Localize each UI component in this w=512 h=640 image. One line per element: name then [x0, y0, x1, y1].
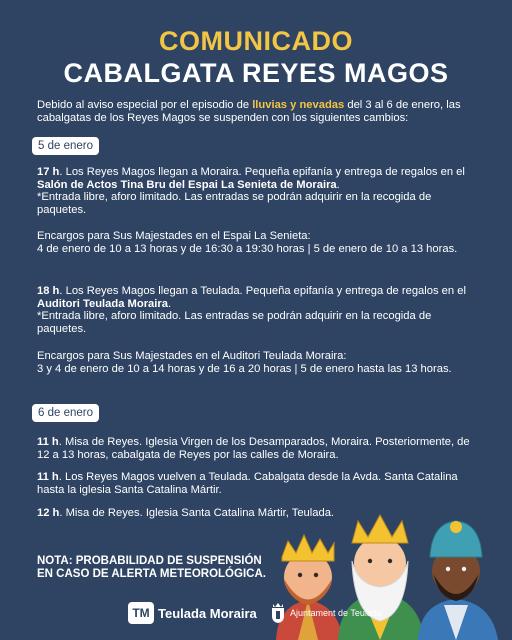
event-5-2-orders	[37, 350, 482, 375]
event-5-1-orders	[37, 230, 482, 255]
page-title: COMUNICADO	[159, 26, 353, 56]
event-place: Salón de Actos Tina Bru del Espai La Senieta de Moraira	[37, 178, 337, 191]
intro-part1: Debido al aviso especial por el episodio de	[37, 99, 253, 111]
ajuntament-logo	[270, 599, 382, 627]
event-time: 12 h	[37, 507, 60, 519]
tm-logo-icon: TM	[128, 602, 154, 624]
coat-of-arms-icon	[270, 602, 286, 624]
intro-highlight: lluvias y nevadas	[252, 99, 345, 111]
event-note: *Entrada libre, aforo limitado. Las entradas se podrán adquirir en la recogida de paquetes.	[37, 310, 432, 335]
event-text: . Los Reyes Magos llegan a Moraira. Pequeña epifanía y entrega de regalos en el	[59, 166, 465, 178]
teulada-moraira-logo	[128, 600, 257, 626]
event-time: 11 h	[37, 436, 59, 448]
suspension-note: NOTA: PROBABILIDAD DE SUSPENSIÓN EN CASO DE ALERTA METEOROLÓGICA.	[37, 555, 266, 580]
orders-hours: 4 de enero de 10 a 13 horas y de 16:30 a 19:30 horas | 5 de enero de 10 a 13 horas.	[37, 242, 458, 255]
event-text-end: .	[167, 297, 172, 310]
event-time: 18 h	[37, 285, 60, 297]
event-6-2	[37, 471, 482, 496]
orders-title: Encargos para Sus Majestades en el Auditori Teulada Moraira:	[37, 350, 347, 362]
orders-title: Encargos para Sus Majestades en el Espai La Senieta:	[37, 230, 311, 242]
ajuntament-logo-text: Ajuntament de Teulada	[290, 608, 382, 618]
day-label-6-enero: 6 de enero	[32, 404, 99, 422]
event-text: . Misa de Reyes. Iglesia Santa Catalina Mártir, Teulada.	[59, 507, 335, 519]
event-5-1	[37, 166, 482, 216]
event-note: *Entrada libre, aforo limitado. Las entradas se podrán adquirir en la recogida de paquetes.	[37, 191, 432, 216]
event-time: 17 h	[37, 166, 60, 178]
event-text-end: .	[336, 178, 340, 191]
event-5-2	[37, 285, 482, 335]
intro-text	[37, 99, 482, 125]
teulada-moraira-logo-text: Teulada Moraira	[158, 605, 257, 621]
page-subtitle: CABALGATA REYES MAGOS	[63, 58, 449, 88]
day-label-5-enero: 5 de enero	[32, 137, 99, 155]
event-6-1	[37, 436, 482, 461]
event-text: . Los Reyes Magos vuelven a Teulada. Cabalgata desde la Avda. Santa Catalina hasta la iglesia Santa Catalina Mártir.	[37, 471, 458, 496]
event-time: 11 h	[37, 471, 59, 483]
event-text: . Los Reyes Magos llegan a Teulada. Pequeña epifanía y entrega de regalos en el	[59, 285, 466, 297]
event-place: Auditori Teulada Moraira	[37, 297, 168, 310]
event-text: . Misa de Reyes. Iglesia Virgen de los Desamparados, Moraira. Posteriormente, de 12 a 13 horas, cabalgata de Reyes por las calles de Moraira.	[37, 436, 470, 461]
king-right-figure	[418, 521, 498, 640]
intro-part2: del 3 al 6 de enero, las cabalgatas de los Reyes Magos se suspenden con los siguientes cambios:	[37, 99, 461, 124]
orders-hours: 3 y 4 de enero de 10 a 14 horas y de 16 a 20 horas | 5 de enero hasta las 13 horas.	[37, 362, 452, 375]
